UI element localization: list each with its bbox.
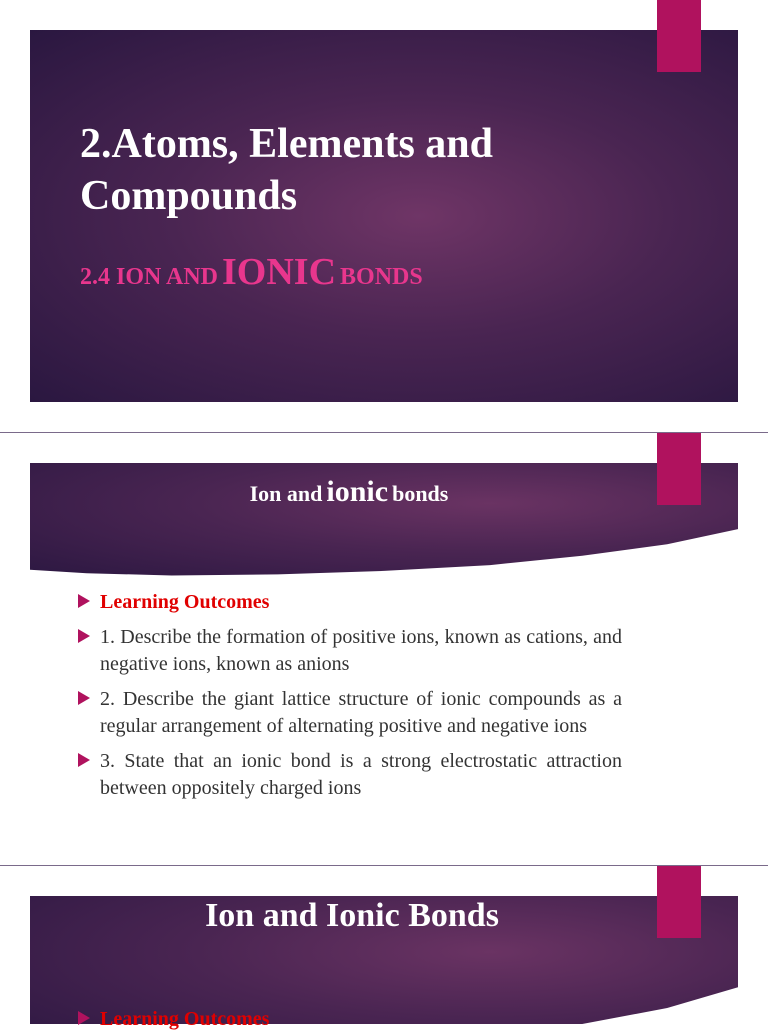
learning-outcomes-heading: Learning Outcomes (100, 591, 270, 613)
slide-subtitle (80, 250, 423, 294)
slide-heading: Ion and Ionic Bonds (205, 897, 499, 934)
heading-part-ion-and: Ion and (249, 481, 323, 506)
learning-outcomes-heading: Learning Outcomes (100, 1008, 270, 1030)
triangle-bullet-icon (78, 753, 90, 767)
learning-outcomes-list (76, 589, 622, 810)
list-item (76, 748, 622, 802)
subtitle-ionic: IONIC (222, 251, 337, 293)
triangle-bullet-icon (78, 691, 90, 705)
triangle-bullet-icon (78, 594, 90, 608)
outcome-text: 2. Describe the giant lattice structure of ionic compounds as a regular arrangement of alternating positive and negative ions (100, 688, 622, 737)
subtitle-number: 2.4 (80, 264, 116, 290)
triangle-bullet-icon (78, 1011, 90, 1025)
slide-title: 2.Atoms, Elements and Compounds (80, 121, 494, 219)
slide-1 (0, 0, 768, 432)
triangle-bullet-icon (78, 629, 90, 643)
heading-part-ionic: ionic (326, 475, 389, 508)
outcome-text: 1. Describe the formation of positive ions, known as cations, and negative ions, known as anions (100, 626, 622, 675)
heading-part-bonds: bonds (392, 481, 449, 506)
slide-3 (0, 866, 768, 1024)
list-item (76, 589, 622, 616)
subtitle-ion-and: ION AND (116, 264, 219, 290)
accent-tab (657, 0, 701, 72)
list-item (76, 1006, 269, 1033)
list-item (76, 686, 622, 740)
subtitle-bonds: BONDS (340, 264, 423, 290)
outcome-text: 3. State that an ionic bond is a strong electrostatic attraction between oppositely charged ions (100, 750, 622, 799)
list-item (76, 624, 622, 678)
slide-heading (30, 475, 668, 509)
